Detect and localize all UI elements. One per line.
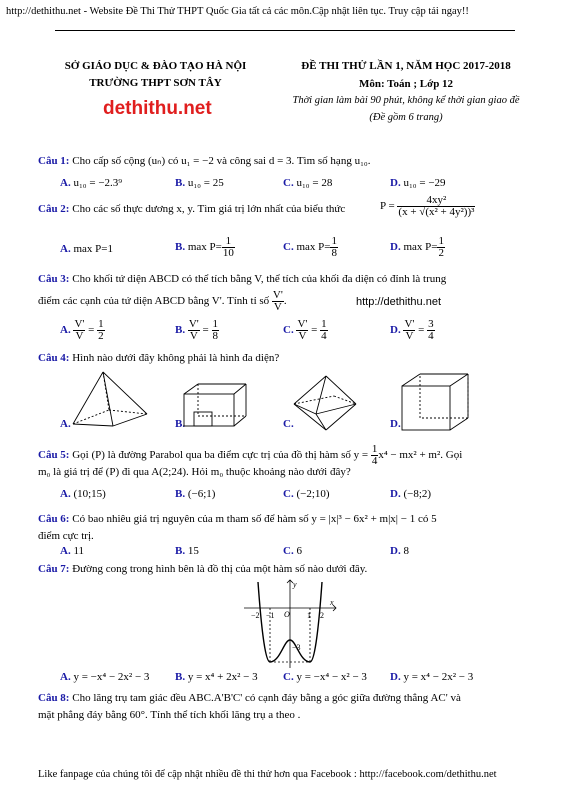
q1-option-a[interactable]: A. u₁₀ = −2.3⁹ (60, 177, 123, 189)
question-1 (38, 154, 371, 167)
question-2 (38, 203, 345, 215)
question-label: Câu 7: (38, 563, 70, 575)
question-5-line2: m₀ là giá trị để (P) đi qua A(2;24). Hỏi m₀ thuộc khoảng nào dưới đây? (38, 466, 351, 478)
site-banner: http://dethithu.net - Website Đề Thi Thử THPT Quốc Gia tất cả các môn.Cập nhật liên tục. Truy cập tải ngay!! (6, 6, 469, 17)
q2-expression: P = $\frac{\text{4xy²}}{\text{(x + √(x² + 4y²))³}}$ (380, 194, 475, 218)
q6-option-d[interactable]: D. 8 (390, 545, 409, 557)
double-pyramid-figure (286, 374, 366, 432)
q5-option-c[interactable]: C. (−2;10) (283, 488, 330, 500)
q5-option-b[interactable]: B. (−6;1) (175, 488, 216, 500)
cube-figure (398, 372, 478, 432)
exam-time-note: Thời gian làm bài 90 phút, không kể thời gian giao đề (292, 95, 520, 106)
question-7 (38, 563, 367, 575)
q2-option-c[interactable]: C. max P= $\frac{1}{8}$ (283, 235, 337, 259)
q5-option-a[interactable]: A. (10;15) (60, 488, 106, 500)
question-label: Câu 6: (38, 513, 70, 525)
graph-x-label: x (330, 598, 334, 607)
graph-tick-2: 2 (320, 611, 324, 620)
watermark-url: http://dethithu.net (356, 296, 442, 308)
exam-pages-note: (Đề gồm 6 trang) (369, 112, 443, 123)
graph-tick-m3: −3 (292, 643, 301, 652)
question-text: Gọi (P) là đường Parabol qua ba điểm cực trị của đồ thị hàm số (72, 449, 351, 462)
footer-note: Like fanpage của chúng tôi để cập nhật nhiều đề thi thử hơn qua Facebook : http://facebook.com/dethithu.net (38, 769, 497, 780)
question-8 (38, 692, 461, 704)
q4-option-c[interactable]: C. (283, 418, 294, 430)
q6-option-c[interactable]: C. 6 (283, 545, 302, 557)
question-text: Cho các số thực dương x, y. Tìm giá trị lớn nhất của biểu thức (72, 203, 346, 215)
question-6 (38, 513, 437, 525)
q3-option-c[interactable]: C. $\frac{V'}{V}$ = $\frac{1}{4}$ (283, 318, 327, 342)
q7-option-d[interactable]: D. y = x⁴ − 2x² − 3 (390, 671, 474, 683)
question-text: Cho cấp số cộng (uₙ) có u₁ = −2 và công sai d = 3. Tìm số hạng u₁₀. (72, 155, 371, 167)
question-label: Câu 1: (38, 155, 70, 167)
q3-option-d[interactable]: D. $\frac{V'}{V}$ = $\frac{3}{4}$ (390, 318, 434, 342)
question-text: Hình nào dưới đây không phải là hình đa diện? (72, 352, 280, 364)
q1-option-d[interactable]: D. u₁₀ = −29 (390, 177, 446, 189)
graph-y-label: y (293, 580, 297, 589)
question-4 (38, 352, 279, 364)
header-divider (55, 30, 515, 31)
q7-option-a[interactable]: A. y = −x⁴ − 2x² − 3 (60, 671, 150, 683)
school-name: TRƯỜNG THPT SƠN TÂY (89, 77, 222, 89)
pyramid-figure (65, 368, 155, 430)
question-text: Cho lăng trụ tam giác đều ABC.A'B'C' có cạnh đáy bằng a góc giữa đường thẳng AC' và (72, 692, 461, 704)
q3-option-a[interactable]: A. $\frac{V'}{V}$ = $\frac{1}{2}$ (60, 318, 104, 342)
question-label: Câu 2: (38, 203, 70, 215)
question-text: Cho khối tứ diện ABCD có thể tích bằng V, thể tích của khối đa diện có đỉnh là trung (72, 273, 447, 285)
question-3 (38, 273, 446, 285)
q4-option-d[interactable]: D. (390, 418, 401, 430)
composite-box-figure (176, 380, 251, 430)
q4-option-b[interactable]: B. (175, 418, 186, 430)
q2-option-b[interactable]: B. max P= $\frac{1}{10}$ (175, 235, 234, 259)
q1-option-b[interactable]: B. u₁₀ = 25 (175, 177, 224, 189)
question-label: Câu 4: (38, 352, 70, 364)
graph-origin-label: O (284, 610, 290, 619)
q6-option-a[interactable]: A. 11 (60, 545, 85, 557)
q7-option-c[interactable]: C. y = −x⁴ − x² − 3 (283, 671, 367, 683)
q2-option-d[interactable]: D. max P= $\frac{1}{2}$ (390, 235, 444, 259)
exam-subject: Môn: Toán ; Lớp 12 (358, 78, 454, 90)
q6-option-b[interactable]: B. 15 (175, 545, 199, 557)
function-graph (240, 578, 340, 670)
q2-option-a[interactable]: A. max P=1 (60, 243, 113, 255)
exam-title: ĐỀ THI THỬ LẦN 1, NĂM HỌC 2017-2018 (301, 60, 511, 72)
question-label: Câu 5: (38, 449, 70, 462)
q1-option-c[interactable]: C. u₁₀ = 28 (283, 177, 333, 189)
school-dept: SỞ GIÁO DỤC & ĐÀO TẠO HÀ NỘI (64, 60, 247, 72)
q5-option-d[interactable]: D. (−8;2) (390, 488, 432, 500)
question-5: Câu 5: Gọi (P) là đường Parabol qua ba điểm cực trị của đồ thị hàm số y = $\frac{1}{4}$ x⁴ − mx² + m². Gọi (38, 443, 463, 467)
question-text: Đường cong trong hình bên là đồ thị của một hàm số nào dưới đây. (72, 563, 368, 575)
graph-tick-1: 1 (307, 611, 311, 620)
q3-option-b[interactable]: B. $\frac{V'}{V}$ = $\frac{1}{8}$ (175, 318, 218, 342)
q4-option-a[interactable]: A. (60, 418, 71, 430)
site-logo: dethithu.net (103, 98, 212, 119)
question-3-line2: điểm các cạnh của tứ diện ABCD bằng V'. Tính tỉ số $\frac{V'}{V}$ . (38, 289, 287, 313)
q7-option-b[interactable]: B. y = x⁴ + 2x² − 3 (175, 671, 258, 683)
question-text: Có bao nhiêu giá trị nguyên của m tham số để hàm số y = |x|³ − 6x² + m|x| − 1 có 5 (72, 513, 437, 525)
question-8-line2: mặt phẳng đáy bằng 60°. Tính thể tích khối lăng trụ a theo . (38, 709, 301, 721)
graph-tick-m2: −2 (251, 611, 260, 620)
question-label: Câu 3: (38, 273, 70, 285)
graph-tick-m1: −1 (266, 611, 275, 620)
question-6-line2: điểm cực trị. (38, 530, 94, 542)
question-label: Câu 8: (38, 692, 70, 704)
